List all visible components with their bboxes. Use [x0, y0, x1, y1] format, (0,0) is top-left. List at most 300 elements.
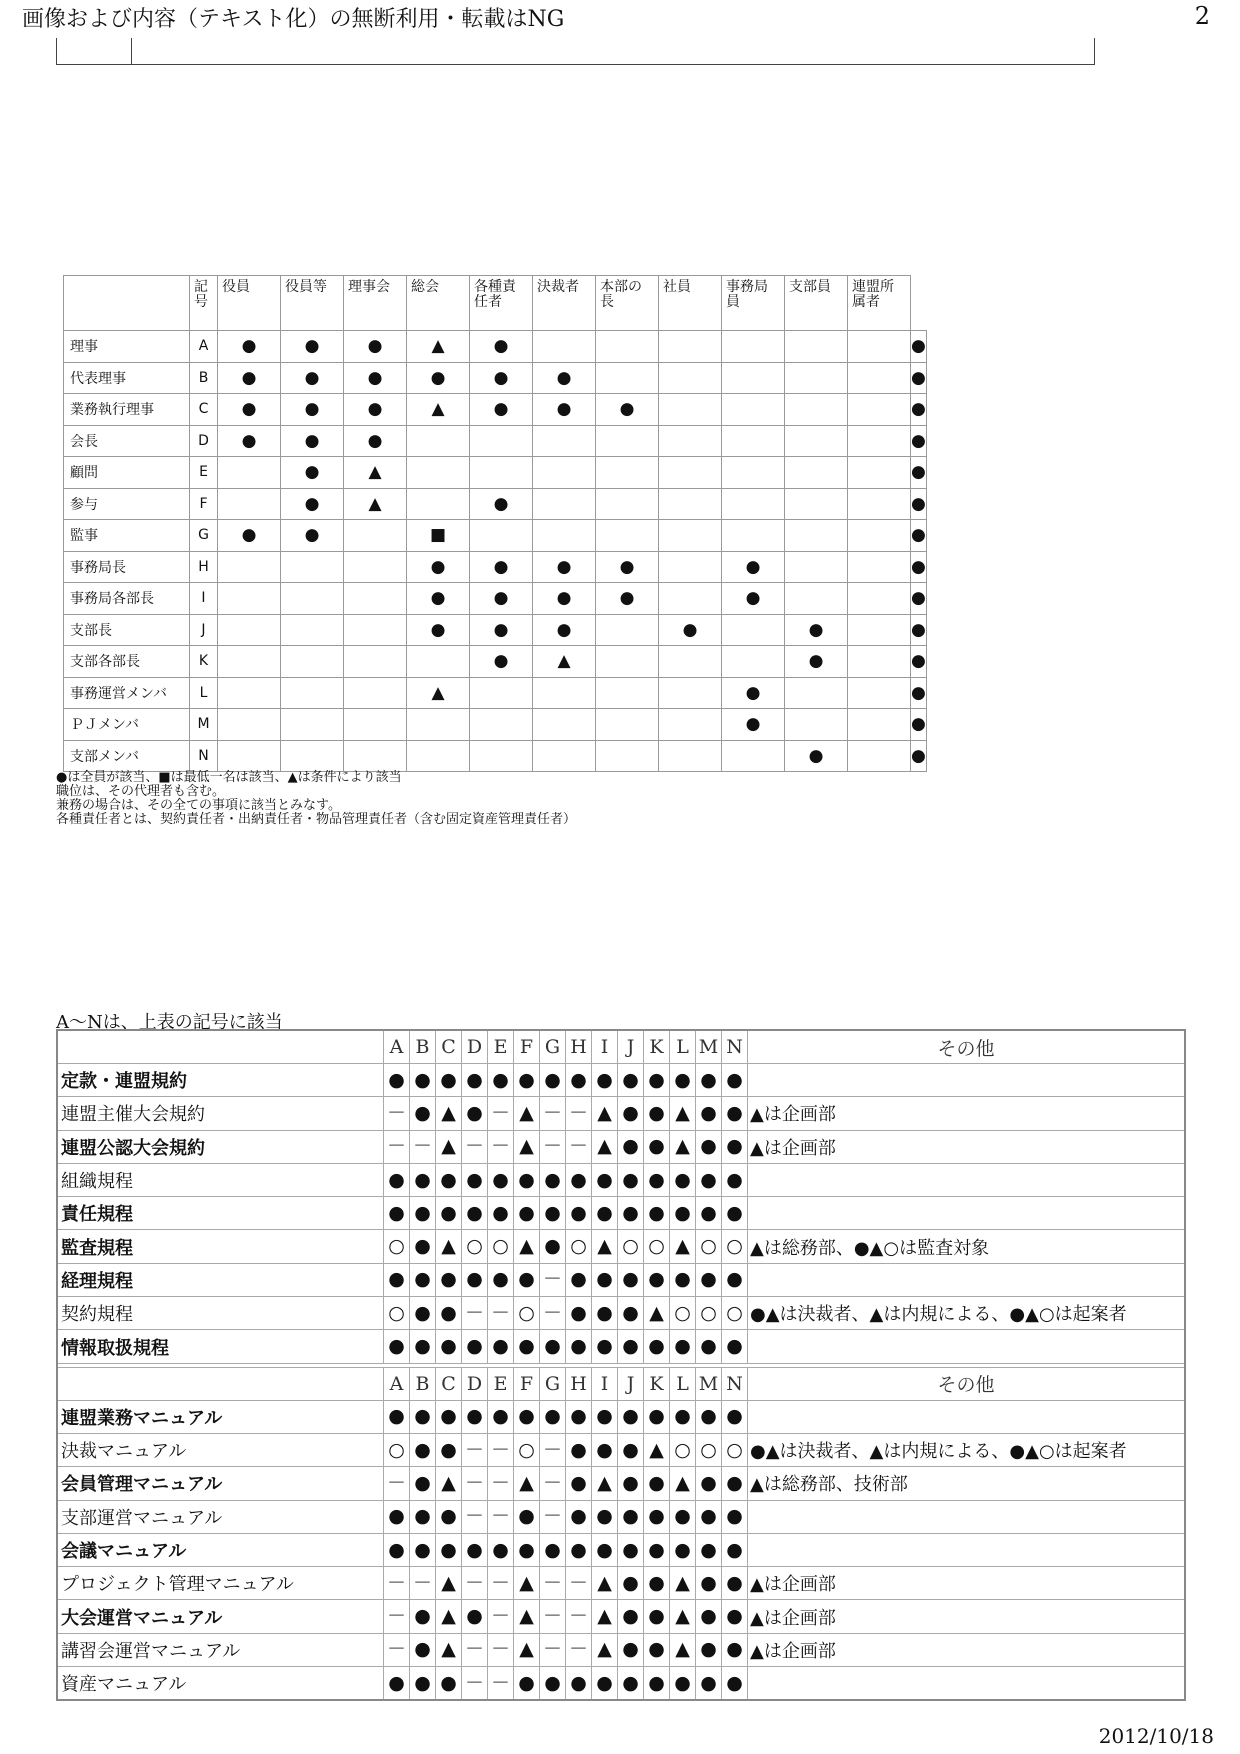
mark-cell: ● — [592, 1533, 618, 1566]
footer-date: 2012/10/18 — [1098, 1724, 1214, 1748]
mark-cell: － — [462, 1667, 488, 1701]
other-header: その他 — [748, 1030, 1186, 1064]
mark-cell: ● — [410, 1533, 436, 1566]
mark-cell: ● — [722, 1263, 748, 1296]
letter-header: I — [592, 1030, 618, 1064]
table-row — [64, 646, 927, 678]
role-name: 代表理事 — [64, 362, 190, 394]
mark-cell — [533, 709, 596, 741]
mark-cell — [659, 583, 722, 615]
other-note: ▲は企画部 — [748, 1567, 1186, 1600]
role-name: 支部長 — [64, 614, 190, 646]
mark-cell — [659, 331, 722, 363]
mark-cell: ● — [462, 1197, 488, 1230]
mark-cell: ● — [592, 1297, 618, 1330]
mark-cell: ● — [722, 1500, 748, 1533]
mark-cell: ● — [462, 1533, 488, 1566]
mark-cell: ● — [644, 1197, 670, 1230]
mark-cell — [470, 425, 533, 457]
mark-cell: ● — [618, 1500, 644, 1533]
mark-cell: ● — [722, 1533, 748, 1566]
mark-cell — [848, 457, 911, 489]
letter-header: K — [644, 1030, 670, 1064]
mark-cell: ● — [436, 1533, 462, 1566]
mark-cell: ● — [410, 1500, 436, 1533]
table-row — [64, 488, 927, 520]
mark-cell: ○ — [696, 1433, 722, 1466]
mark-cell: ● — [514, 1533, 540, 1566]
mark-cell: － — [410, 1567, 436, 1600]
mark-cell: ● — [670, 1667, 696, 1701]
column-header: 各種責任者 — [470, 276, 533, 331]
table-row — [57, 1400, 1185, 1433]
mark-cell: ● — [566, 1197, 592, 1230]
mark-cell — [785, 425, 848, 457]
mark-cell: ■ — [407, 520, 470, 552]
mark-cell: ● — [436, 1400, 462, 1433]
mark-cell: ▲ — [514, 1467, 540, 1500]
rule-name: 組織規程 — [57, 1163, 384, 1196]
rule-name: 支部運営マニュアル — [57, 1500, 384, 1533]
mark-cell — [722, 362, 785, 394]
mark-cell: ● — [384, 1263, 410, 1296]
mark-cell: － — [540, 1600, 566, 1633]
mark-cell — [470, 740, 533, 772]
mark-cell: ● — [436, 1163, 462, 1196]
mark-cell — [533, 677, 596, 709]
mark-cell — [785, 551, 848, 583]
mark-cell: － — [566, 1567, 592, 1600]
mark-cell: ● — [644, 1064, 670, 1097]
mark-cell: ● — [566, 1667, 592, 1701]
mark-cell: ▲ — [670, 1467, 696, 1500]
mark-cell: ▲ — [436, 1230, 462, 1263]
mark-cell — [785, 488, 848, 520]
role-code: D — [190, 425, 218, 457]
mark-cell: ● — [462, 1097, 488, 1130]
mark-cell: ● — [722, 1600, 748, 1633]
mark-cell: ● — [281, 425, 344, 457]
mark-cell: ● — [618, 1097, 644, 1130]
mark-cell: ● — [533, 614, 596, 646]
mark-cell: ● — [436, 1197, 462, 1230]
table-row — [57, 1330, 1185, 1363]
mark-cell — [470, 709, 533, 741]
mark-cell: ● — [218, 331, 281, 363]
mark-cell: ▲ — [670, 1600, 696, 1633]
table-row — [64, 520, 927, 552]
mark-cell: ● — [644, 1330, 670, 1363]
mark-cell: ● — [488, 1400, 514, 1433]
mark-cell: ▲ — [407, 394, 470, 426]
mark-cell: ○ — [670, 1433, 696, 1466]
mark-cell — [848, 362, 911, 394]
mark-cell: ○ — [384, 1297, 410, 1330]
mark-cell: ● — [644, 1263, 670, 1296]
mark-cell: － — [540, 1263, 566, 1296]
role-code: F — [190, 488, 218, 520]
mark-cell: ● — [618, 1433, 644, 1466]
mark-cell: ○ — [722, 1230, 748, 1263]
letter-header: J — [618, 1030, 644, 1064]
mark-cell: ● — [218, 362, 281, 394]
mark-cell: ● — [566, 1433, 592, 1466]
other-note — [748, 1163, 1186, 1196]
mark-cell: ● — [533, 583, 596, 615]
mark-cell: ● — [696, 1097, 722, 1130]
mark-cell: ● — [540, 1400, 566, 1433]
mark-cell: ● — [644, 1097, 670, 1130]
letter-header: D — [462, 1030, 488, 1064]
mark-cell: ● — [384, 1667, 410, 1701]
mark-cell — [785, 362, 848, 394]
mark-cell: ● — [384, 1330, 410, 1363]
mark-cell: ● — [384, 1400, 410, 1433]
letter-header: F — [514, 1030, 540, 1064]
mark-cell: ● — [592, 1433, 618, 1466]
mark-cell: ▲ — [407, 331, 470, 363]
column-header: 記号 — [190, 276, 218, 331]
mark-cell: ▲ — [644, 1297, 670, 1330]
mark-cell: － — [488, 1633, 514, 1666]
role-code: E — [190, 457, 218, 489]
mark-cell: ● — [488, 1263, 514, 1296]
mark-cell — [848, 551, 911, 583]
mark-cell: ▲ — [514, 1130, 540, 1163]
mark-cell: ● — [281, 488, 344, 520]
mark-cell: ▲ — [436, 1567, 462, 1600]
table-row — [64, 709, 927, 741]
mark-cell — [407, 646, 470, 678]
role-code: C — [190, 394, 218, 426]
mark-cell: ● — [596, 551, 659, 583]
mark-cell: ● — [462, 1163, 488, 1196]
mark-cell: ● — [218, 394, 281, 426]
mark-cell — [281, 646, 344, 678]
mark-cell: ● — [566, 1297, 592, 1330]
mark-cell: ● — [618, 1567, 644, 1600]
mark-cell: ● — [911, 614, 927, 646]
mark-cell: ● — [540, 1064, 566, 1097]
mark-cell — [848, 425, 911, 457]
mark-cell: ● — [410, 1467, 436, 1500]
role-table-header — [64, 276, 927, 331]
mark-cell: ● — [592, 1400, 618, 1433]
role-code: H — [190, 551, 218, 583]
mark-cell — [596, 520, 659, 552]
mark-cell: ● — [384, 1197, 410, 1230]
mark-cell — [218, 740, 281, 772]
mark-cell — [218, 488, 281, 520]
mark-cell — [281, 583, 344, 615]
role-name: 支部各部長 — [64, 646, 190, 678]
mark-cell: ● — [911, 583, 927, 615]
mark-cell — [848, 394, 911, 426]
rule-name: 会員管理マニュアル — [57, 1467, 384, 1500]
mark-cell: ● — [644, 1667, 670, 1701]
table-row — [57, 1533, 1185, 1566]
table-row — [64, 740, 927, 772]
mark-cell: ▲ — [670, 1130, 696, 1163]
role-table — [63, 275, 927, 772]
mark-cell: ● — [410, 1230, 436, 1263]
mark-cell — [596, 677, 659, 709]
mark-cell — [596, 457, 659, 489]
mark-cell: ● — [618, 1297, 644, 1330]
mark-cell — [659, 362, 722, 394]
mark-cell: ● — [540, 1230, 566, 1263]
rules-table-caption: A～Nは、上表の記号に該当 — [56, 1012, 283, 1033]
table-row — [57, 1633, 1185, 1666]
mark-cell: ● — [618, 1130, 644, 1163]
mark-cell: ● — [470, 614, 533, 646]
mark-cell — [533, 488, 596, 520]
header-blank — [57, 1030, 384, 1064]
mark-cell: ● — [722, 1633, 748, 1666]
mark-cell: ● — [785, 614, 848, 646]
rule-name: 監査規程 — [57, 1230, 384, 1263]
mark-cell: ● — [436, 1330, 462, 1363]
mark-cell: ● — [911, 646, 927, 678]
mark-cell — [344, 520, 407, 552]
role-code: N — [190, 740, 218, 772]
rules-table — [56, 1029, 1186, 1701]
mark-cell — [596, 425, 659, 457]
mark-cell — [218, 646, 281, 678]
mark-cell — [344, 677, 407, 709]
mark-cell: ● — [533, 394, 596, 426]
rule-name: 大会運営マニュアル — [57, 1600, 384, 1633]
mark-cell: ● — [540, 1330, 566, 1363]
mark-cell: － — [540, 1297, 566, 1330]
mark-cell — [596, 614, 659, 646]
column-header: 支部員 — [785, 276, 848, 331]
note-line: 各種責任者とは、契約責任者・出納責任者・物品管理責任者（含む固定資産管理責任者） — [56, 812, 577, 827]
column-header: 総会 — [407, 276, 470, 331]
mark-cell: ▲ — [344, 457, 407, 489]
rule-name: 会議マニュアル — [57, 1533, 384, 1566]
rule-name: 連盟公認大会規約 — [57, 1130, 384, 1163]
mark-cell — [659, 677, 722, 709]
table-row — [57, 1297, 1185, 1330]
mark-cell — [785, 709, 848, 741]
mark-cell: ● — [344, 394, 407, 426]
mark-cell: ● — [659, 614, 722, 646]
mark-cell: － — [488, 1097, 514, 1130]
mark-cell: ● — [410, 1097, 436, 1130]
role-code: J — [190, 614, 218, 646]
mark-cell: ● — [281, 520, 344, 552]
table-row — [64, 614, 927, 646]
letter-header: N — [722, 1030, 748, 1064]
mark-cell: ● — [566, 1500, 592, 1533]
mark-cell — [218, 457, 281, 489]
letter-header: G — [540, 1367, 566, 1400]
column-header: 決裁者 — [533, 276, 596, 331]
letter-header: B — [410, 1367, 436, 1400]
mark-cell: ● — [644, 1567, 670, 1600]
other-note — [748, 1064, 1186, 1097]
mark-cell: ▲ — [670, 1567, 696, 1600]
mark-cell: ● — [696, 1330, 722, 1363]
other-note — [748, 1263, 1186, 1296]
mark-cell — [344, 614, 407, 646]
mark-cell: ● — [470, 551, 533, 583]
mark-cell: ● — [533, 551, 596, 583]
mark-cell: ● — [696, 1064, 722, 1097]
mark-cell — [470, 457, 533, 489]
table-row — [57, 1263, 1185, 1296]
other-note: ▲は企画部 — [748, 1633, 1186, 1666]
mark-cell: ○ — [696, 1297, 722, 1330]
mark-cell: ● — [514, 1500, 540, 1533]
mark-cell: ● — [407, 551, 470, 583]
letter-header: D — [462, 1367, 488, 1400]
mark-cell: ● — [722, 1330, 748, 1363]
mark-cell: ● — [566, 1400, 592, 1433]
mark-cell: － — [462, 1633, 488, 1666]
column-header: 連盟所属者 — [848, 276, 911, 331]
mark-cell — [722, 457, 785, 489]
mark-cell — [659, 646, 722, 678]
mark-cell: ● — [281, 331, 344, 363]
mark-cell: － — [462, 1433, 488, 1466]
rule-name: 連盟業務マニュアル — [57, 1400, 384, 1433]
mark-cell: ● — [644, 1533, 670, 1566]
mark-cell: ● — [670, 1064, 696, 1097]
mark-cell: ● — [384, 1500, 410, 1533]
mark-cell: ● — [488, 1533, 514, 1566]
table-row — [57, 1433, 1185, 1466]
mark-cell: ○ — [488, 1230, 514, 1263]
letter-header: C — [436, 1367, 462, 1400]
role-code: K — [190, 646, 218, 678]
table-row — [64, 583, 927, 615]
mark-cell: ● — [644, 1600, 670, 1633]
rule-name: 情報取扱規程 — [57, 1330, 384, 1363]
letter-header: H — [566, 1367, 592, 1400]
mark-cell: ○ — [670, 1297, 696, 1330]
page-header-title: 画像および内容（テキスト化）の無断利用・転載はNG — [22, 7, 565, 32]
letter-header: J — [618, 1367, 644, 1400]
mark-cell — [659, 520, 722, 552]
mark-cell: ▲ — [344, 488, 407, 520]
mark-cell: ● — [785, 740, 848, 772]
mark-cell — [659, 709, 722, 741]
mark-cell — [533, 331, 596, 363]
letter-header: C — [436, 1030, 462, 1064]
mark-cell: ▲ — [670, 1633, 696, 1666]
rule-name: プロジェクト管理マニュアル — [57, 1567, 384, 1600]
mark-cell: ● — [722, 583, 785, 615]
mark-cell: ● — [618, 1633, 644, 1666]
column-header: 役員等 — [281, 276, 344, 331]
mark-cell — [659, 425, 722, 457]
role-code: L — [190, 677, 218, 709]
mark-cell: － — [462, 1297, 488, 1330]
column-header: 理事会 — [344, 276, 407, 331]
mark-cell: － — [462, 1567, 488, 1600]
mark-cell: ○ — [722, 1297, 748, 1330]
mark-cell — [659, 457, 722, 489]
mark-cell: － — [540, 1500, 566, 1533]
mark-cell: ● — [470, 362, 533, 394]
mark-cell — [848, 583, 911, 615]
mark-cell: － — [488, 1130, 514, 1163]
mark-cell: － — [540, 1097, 566, 1130]
mark-cell: ● — [410, 1297, 436, 1330]
mark-cell: － — [488, 1567, 514, 1600]
mark-cell: － — [384, 1130, 410, 1163]
mark-cell: － — [566, 1600, 592, 1633]
mark-cell — [344, 646, 407, 678]
other-note — [748, 1500, 1186, 1533]
table-row — [57, 1097, 1185, 1130]
rule-name: 講習会運営マニュアル — [57, 1633, 384, 1666]
mark-cell — [848, 709, 911, 741]
mark-cell: ● — [722, 709, 785, 741]
mark-cell: ▲ — [670, 1230, 696, 1263]
mark-cell: ● — [592, 1500, 618, 1533]
mark-cell: ● — [566, 1163, 592, 1196]
table-row — [64, 362, 927, 394]
mark-cell: ○ — [514, 1433, 540, 1466]
mark-cell: ● — [514, 1667, 540, 1701]
mark-cell: ● — [470, 488, 533, 520]
table-row — [57, 1467, 1185, 1500]
mark-cell: ● — [410, 1433, 436, 1466]
letter-header: B — [410, 1030, 436, 1064]
mark-cell: ● — [384, 1533, 410, 1566]
mark-cell: ● — [670, 1500, 696, 1533]
mark-cell — [596, 362, 659, 394]
mark-cell: ● — [722, 1567, 748, 1600]
mark-cell — [218, 614, 281, 646]
mark-cell — [218, 583, 281, 615]
mark-cell: － — [540, 1467, 566, 1500]
mark-cell: ● — [644, 1400, 670, 1433]
mark-cell — [722, 646, 785, 678]
letter-header: E — [488, 1367, 514, 1400]
mark-cell: ● — [722, 1163, 748, 1196]
mark-cell: － — [462, 1500, 488, 1533]
mark-cell: ● — [281, 457, 344, 489]
mark-cell — [407, 740, 470, 772]
mark-cell — [785, 520, 848, 552]
mark-cell: ▲ — [514, 1633, 540, 1666]
mark-cell: ● — [514, 1163, 540, 1196]
mark-cell — [848, 488, 911, 520]
mark-cell: ● — [566, 1263, 592, 1296]
letter-header: I — [592, 1367, 618, 1400]
mark-cell — [848, 646, 911, 678]
rule-name: 定款・連盟規約 — [57, 1064, 384, 1097]
mark-cell: ● — [911, 709, 927, 741]
table-row — [64, 457, 927, 489]
mark-cell: ● — [462, 1064, 488, 1097]
letter-header: G — [540, 1030, 566, 1064]
mark-cell: ● — [911, 331, 927, 363]
mark-cell: ● — [618, 1533, 644, 1566]
rule-name: 経理規程 — [57, 1263, 384, 1296]
mark-cell: ● — [911, 520, 927, 552]
mark-cell: ● — [540, 1533, 566, 1566]
mark-cell: ● — [722, 1197, 748, 1230]
mark-cell: － — [488, 1297, 514, 1330]
mark-cell: － — [566, 1097, 592, 1130]
mark-cell: ● — [384, 1064, 410, 1097]
mark-cell: － — [384, 1567, 410, 1600]
